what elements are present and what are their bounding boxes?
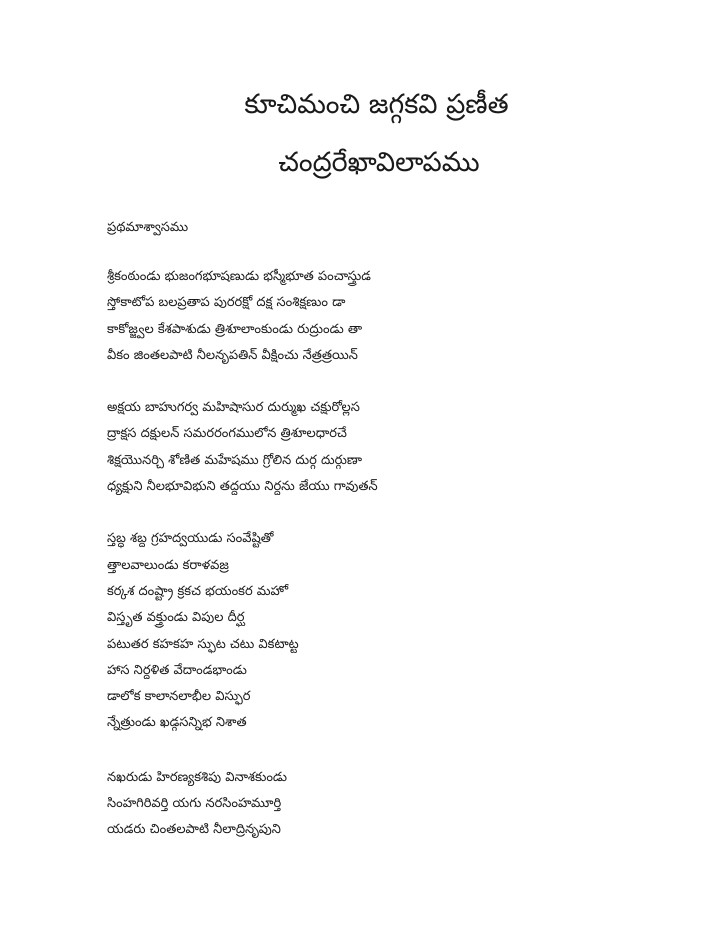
verse-line: శిక్షయొనర్చి శోణిత మహేషము గ్రోలిన దుర్గ దుర్గుణా bbox=[107, 452, 362, 468]
verse-line: హాస నిర్దళిత వేదాండభాండు bbox=[107, 662, 247, 678]
verse-line: స్తోకాటోప బలప్రతాప పురరక్షో దక్ష సంశిక్షణుం డా bbox=[107, 295, 346, 311]
document-title: కూచిమంచి జగ్గకవి ప్రణీత bbox=[244, 89, 509, 120]
verse-line: యడరు చింతలపాటి నీలాద్రినృపుని bbox=[107, 822, 281, 838]
verse-line: కర్కశ దంష్ట్రా క్రకచ భయంకర మహో bbox=[107, 583, 289, 599]
verse-line: స్తబ్ధ శబ్ద గ్రహద్వయుడు సంవేష్టితో bbox=[107, 531, 274, 547]
verse-line: ధ్యక్షుని నీలభూవిభుని తద్దయు నిర్దను జేయు గావుతన్ bbox=[107, 479, 378, 495]
verse-line: విస్తృత వక్త్రుండు విపుల దీర్ఘ bbox=[107, 610, 245, 626]
verse-line: పటుతర కహకహ స్ఫుట చటు వికటాట్ట bbox=[107, 636, 299, 652]
verse-line: డాలోక కాలానలాభీల విస్ఫుర bbox=[107, 689, 251, 705]
verse-line: ద్రాక్షస దక్షులన్ సమరరంగములోన త్రిశూలధారచే bbox=[107, 426, 347, 442]
verse-line: శ్రీకంఠుండు భుజంగభూషణుడు భస్మీభూత పంచాస్త్రుడ bbox=[107, 269, 371, 284]
stanza-4 bbox=[107, 765, 527, 844]
document-subtitle: చంద్రరేఖావిలాపము bbox=[278, 147, 480, 178]
verse-line: న్నేత్రుండు ఖడ్గసన్నిభ నిశాత bbox=[107, 715, 247, 731]
stanza-1 bbox=[107, 264, 527, 369]
verse-line: నఖరుడు హిరణ్యకశిపు వినాశకుండు bbox=[107, 769, 288, 785]
section-heading: ప్రథమాశ్వాసము bbox=[107, 220, 189, 235]
stanza-3 bbox=[107, 526, 527, 736]
document-body bbox=[107, 216, 527, 870]
verse-line: అక్షయ బాహుగర్వ మహిషాసుర దుర్ముఖ చక్షురోల్లస bbox=[107, 400, 360, 416]
verse-line: కాకోజ్జ్వల కేశపాశుడు త్రిశూలాంకుండు రుద్రుండు తా bbox=[107, 321, 363, 337]
stanza-2 bbox=[107, 395, 527, 500]
verse-line: సింహగిరివర్తి యగు నరసింహమూర్తి bbox=[107, 796, 282, 812]
verse-line: వీకం జింతలపాటి నీలనృపతిన్ వీక్షించు నేత్రత్రయిన్ bbox=[107, 347, 358, 363]
verse-line: త్తాలవాలుండు కరాళవజ్ర bbox=[107, 557, 229, 573]
